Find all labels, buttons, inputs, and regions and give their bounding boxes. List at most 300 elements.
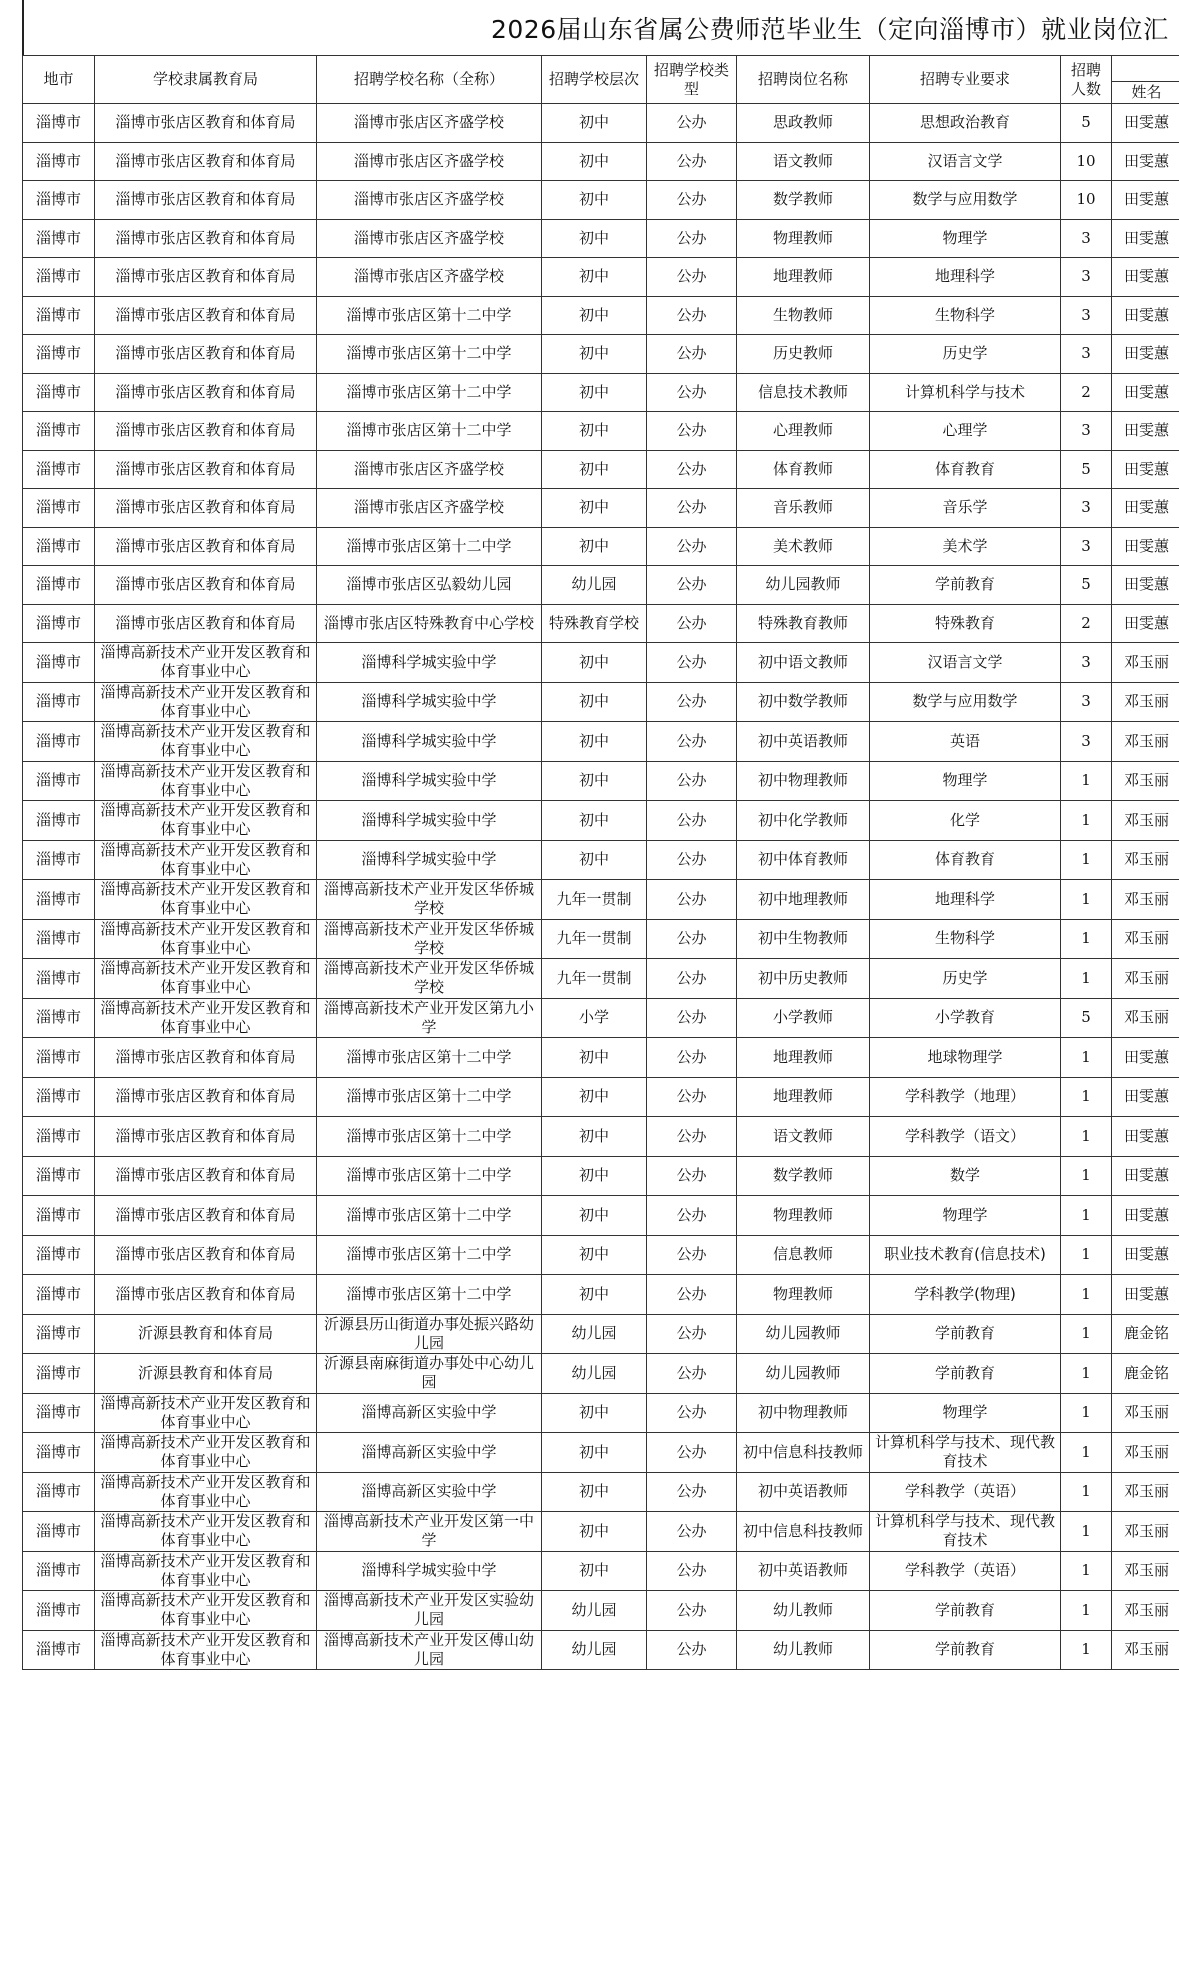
cell-name: 邓玉丽 xyxy=(1112,1630,1179,1670)
cell-post: 历史教师 xyxy=(737,335,870,374)
cell-count: 1 xyxy=(1061,761,1112,801)
cell-school: 淄博市张店区第十二中学 xyxy=(317,1235,542,1275)
cell-name: 田雯蕙 xyxy=(1112,1275,1179,1315)
cell-count: 1 xyxy=(1061,1235,1112,1275)
cell-post: 幼儿园教师 xyxy=(737,566,870,605)
cell-school: 淄博市张店区齐盛学校 xyxy=(317,450,542,489)
cell-post: 初中英语教师 xyxy=(737,1551,870,1591)
cell-school: 淄博高新区实验中学 xyxy=(317,1393,542,1433)
table-row xyxy=(23,880,1179,920)
cell-bureau: 沂源县教育和体育局 xyxy=(95,1354,317,1394)
cell-count: 1 xyxy=(1061,1038,1112,1078)
cell-type: 公办 xyxy=(647,258,737,297)
cell-level: 九年一贯制 xyxy=(542,919,647,959)
cell-type: 公办 xyxy=(647,1630,737,1670)
cell-bureau: 淄博市张店区教育和体育局 xyxy=(95,1275,317,1315)
cell-city: 淄博市 xyxy=(23,682,95,722)
cell-name: 邓玉丽 xyxy=(1112,643,1179,683)
cell-name: 邓玉丽 xyxy=(1112,801,1179,841)
cell-major: 思想政治教育 xyxy=(870,104,1061,143)
cell-bureau: 淄博高新技术产业开发区教育和体育事业中心 xyxy=(95,959,317,999)
cell-name: 田雯蕙 xyxy=(1112,527,1179,566)
cell-major: 物理学 xyxy=(870,1196,1061,1236)
cell-school: 淄博市张店区齐盛学校 xyxy=(317,489,542,528)
cell-bureau: 淄博高新技术产业开发区教育和体育事业中心 xyxy=(95,643,317,683)
cell-city: 淄博市 xyxy=(23,412,95,451)
table-row xyxy=(23,643,1179,683)
table-row xyxy=(23,1472,1179,1512)
cell-school: 淄博市张店区齐盛学校 xyxy=(317,181,542,220)
cell-level: 初中 xyxy=(542,335,647,374)
cell-post: 信息技术教师 xyxy=(737,373,870,412)
cell-post: 幼儿教师 xyxy=(737,1591,870,1631)
cell-count: 1 xyxy=(1061,880,1112,920)
cell-count: 1 xyxy=(1061,1472,1112,1512)
cell-city: 淄博市 xyxy=(23,801,95,841)
cell-post: 初中生物教师 xyxy=(737,919,870,959)
cell-school: 淄博市张店区第十二中学 xyxy=(317,1077,542,1117)
cell-major: 学科教学(物理) xyxy=(870,1275,1061,1315)
cell-city: 淄博市 xyxy=(23,959,95,999)
table-row xyxy=(23,335,1179,374)
cell-type: 公办 xyxy=(647,1038,737,1078)
cell-count: 1 xyxy=(1061,1393,1112,1433)
cell-count: 3 xyxy=(1061,219,1112,258)
cell-type: 公办 xyxy=(647,566,737,605)
cell-type: 公办 xyxy=(647,1077,737,1117)
cell-count: 1 xyxy=(1061,1196,1112,1236)
cell-school: 淄博高新技术产业开发区华侨城学校 xyxy=(317,919,542,959)
cell-city: 淄博市 xyxy=(23,142,95,181)
cell-bureau: 淄博高新技术产业开发区教育和体育事业中心 xyxy=(95,1630,317,1670)
header-city: 地市 xyxy=(23,56,95,104)
table-row xyxy=(23,142,1179,181)
cell-type: 公办 xyxy=(647,761,737,801)
cell-level: 初中 xyxy=(542,1433,647,1473)
cell-type: 公办 xyxy=(647,998,737,1038)
cell-city: 淄博市 xyxy=(23,1314,95,1354)
cell-type: 公办 xyxy=(647,373,737,412)
jobs-table xyxy=(22,55,1179,1670)
cell-count: 1 xyxy=(1061,840,1112,880)
header-type: 招聘学校类型 xyxy=(647,56,737,104)
cell-post: 初中历史教师 xyxy=(737,959,870,999)
cell-count: 3 xyxy=(1061,335,1112,374)
cell-name: 田雯蕙 xyxy=(1112,296,1179,335)
cell-post: 数学教师 xyxy=(737,1156,870,1196)
cell-school: 淄博高新技术产业开发区第一中学 xyxy=(317,1512,542,1552)
cell-post: 地理教师 xyxy=(737,1038,870,1078)
cell-city: 淄博市 xyxy=(23,1235,95,1275)
table-row xyxy=(23,1551,1179,1591)
cell-level: 初中 xyxy=(542,1077,647,1117)
cell-major: 历史学 xyxy=(870,959,1061,999)
cell-major: 物理学 xyxy=(870,219,1061,258)
cell-major: 学科教学（英语） xyxy=(870,1551,1061,1591)
cell-city: 淄博市 xyxy=(23,489,95,528)
cell-type: 公办 xyxy=(647,722,737,762)
cell-post: 初中英语教师 xyxy=(737,1472,870,1512)
cell-school: 淄博市张店区第十二中学 xyxy=(317,1156,542,1196)
cell-name: 田雯蕙 xyxy=(1112,258,1179,297)
cell-count: 1 xyxy=(1061,1512,1112,1552)
cell-level: 初中 xyxy=(542,450,647,489)
cell-major: 地球物理学 xyxy=(870,1038,1061,1078)
cell-name: 邓玉丽 xyxy=(1112,840,1179,880)
cell-city: 淄博市 xyxy=(23,840,95,880)
cell-name: 田雯蕙 xyxy=(1112,104,1179,143)
cell-major: 数学与应用数学 xyxy=(870,181,1061,220)
cell-major: 化学 xyxy=(870,801,1061,841)
cell-count: 10 xyxy=(1061,142,1112,181)
cell-name: 邓玉丽 xyxy=(1112,682,1179,722)
cell-type: 公办 xyxy=(647,219,737,258)
table-row xyxy=(23,1354,1179,1394)
cell-bureau: 淄博市张店区教育和体育局 xyxy=(95,335,317,374)
cell-count: 1 xyxy=(1061,1275,1112,1315)
cell-name: 鹿金铭 xyxy=(1112,1314,1179,1354)
cell-major: 学前教育 xyxy=(870,1630,1061,1670)
cell-city: 淄博市 xyxy=(23,1472,95,1512)
cell-school: 淄博市张店区第十二中学 xyxy=(317,1038,542,1078)
table-row xyxy=(23,450,1179,489)
cell-major: 心理学 xyxy=(870,412,1061,451)
cell-level: 初中 xyxy=(542,1235,647,1275)
cell-school: 淄博市张店区特殊教育中心学校 xyxy=(317,604,542,643)
cell-post: 心理教师 xyxy=(737,412,870,451)
cell-bureau: 淄博高新技术产业开发区教育和体育事业中心 xyxy=(95,919,317,959)
header-level: 招聘学校层次 xyxy=(542,56,647,104)
cell-school: 淄博高新技术产业开发区第九小学 xyxy=(317,998,542,1038)
cell-city: 淄博市 xyxy=(23,1196,95,1236)
cell-city: 淄博市 xyxy=(23,761,95,801)
cell-city: 淄博市 xyxy=(23,1038,95,1078)
cell-school: 淄博高新技术产业开发区华侨城学校 xyxy=(317,959,542,999)
cell-type: 公办 xyxy=(647,489,737,528)
cell-major: 英语 xyxy=(870,722,1061,762)
cell-post: 数学教师 xyxy=(737,181,870,220)
header-count: 招聘人数 xyxy=(1061,56,1112,104)
cell-school: 沂源县南麻街道办事处中心幼儿园 xyxy=(317,1354,542,1394)
cell-type: 公办 xyxy=(647,1354,737,1394)
cell-school: 淄博高新技术产业开发区华侨城学校 xyxy=(317,880,542,920)
page-title: 2026届山东省属公费师范毕业生（定向淄博市）就业岗位汇 xyxy=(491,15,1169,44)
cell-major: 学前教育 xyxy=(870,1314,1061,1354)
cell-name: 邓玉丽 xyxy=(1112,722,1179,762)
cell-bureau: 淄博市张店区教育和体育局 xyxy=(95,604,317,643)
table-row xyxy=(23,566,1179,605)
cell-major: 生物科学 xyxy=(870,919,1061,959)
cell-school: 淄博市张店区齐盛学校 xyxy=(317,142,542,181)
cell-count: 2 xyxy=(1061,604,1112,643)
cell-post: 特殊教育教师 xyxy=(737,604,870,643)
cell-city: 淄博市 xyxy=(23,1354,95,1394)
cell-level: 初中 xyxy=(542,801,647,841)
cell-major: 汉语言文学 xyxy=(870,142,1061,181)
cell-level: 幼儿园 xyxy=(542,1354,647,1394)
table-row xyxy=(23,1077,1179,1117)
cell-major: 数学与应用数学 xyxy=(870,682,1061,722)
table-row xyxy=(23,919,1179,959)
cell-city: 淄博市 xyxy=(23,1275,95,1315)
cell-school: 沂源县历山街道办事处振兴路幼儿园 xyxy=(317,1314,542,1354)
cell-major: 体育教育 xyxy=(870,450,1061,489)
cell-level: 初中 xyxy=(542,142,647,181)
cell-level: 九年一贯制 xyxy=(542,959,647,999)
cell-major: 物理学 xyxy=(870,1393,1061,1433)
cell-name: 田雯蕙 xyxy=(1112,1196,1179,1236)
cell-city: 淄博市 xyxy=(23,527,95,566)
cell-level: 九年一贯制 xyxy=(542,880,647,920)
cell-count: 1 xyxy=(1061,1354,1112,1394)
table-row xyxy=(23,219,1179,258)
cell-bureau: 淄博高新技术产业开发区教育和体育事业中心 xyxy=(95,1512,317,1552)
cell-bureau: 淄博高新技术产业开发区教育和体育事业中心 xyxy=(95,1433,317,1473)
cell-post: 初中数学教师 xyxy=(737,682,870,722)
cell-name: 田雯蕙 xyxy=(1112,1235,1179,1275)
cell-bureau: 淄博市张店区教育和体育局 xyxy=(95,219,317,258)
cell-post: 初中信息科技教师 xyxy=(737,1433,870,1473)
cell-school: 淄博科学城实验中学 xyxy=(317,801,542,841)
cell-city: 淄博市 xyxy=(23,1512,95,1552)
cell-major: 学前教育 xyxy=(870,1354,1061,1394)
cell-major: 学科教学（英语） xyxy=(870,1472,1061,1512)
table-row xyxy=(23,722,1179,762)
cell-major: 生物科学 xyxy=(870,296,1061,335)
cell-major: 小学教育 xyxy=(870,998,1061,1038)
cell-type: 公办 xyxy=(647,840,737,880)
cell-level: 初中 xyxy=(542,296,647,335)
cell-bureau: 淄博高新技术产业开发区教育和体育事业中心 xyxy=(95,880,317,920)
cell-count: 5 xyxy=(1061,566,1112,605)
cell-count: 3 xyxy=(1061,682,1112,722)
cell-type: 公办 xyxy=(647,142,737,181)
cell-name: 邓玉丽 xyxy=(1112,1591,1179,1631)
cell-level: 初中 xyxy=(542,1472,647,1512)
table-row xyxy=(23,1433,1179,1473)
header-post: 招聘岗位名称 xyxy=(737,56,870,104)
cell-city: 淄博市 xyxy=(23,1393,95,1433)
cell-bureau: 淄博高新技术产业开发区教育和体育事业中心 xyxy=(95,1393,317,1433)
cell-level: 初中 xyxy=(542,1196,647,1236)
cell-post: 思政教师 xyxy=(737,104,870,143)
cell-school: 淄博市张店区第十二中学 xyxy=(317,373,542,412)
cell-bureau: 淄博市张店区教育和体育局 xyxy=(95,373,317,412)
cell-level: 初中 xyxy=(542,840,647,880)
cell-bureau: 淄博市张店区教育和体育局 xyxy=(95,258,317,297)
cell-name: 邓玉丽 xyxy=(1112,1512,1179,1552)
cell-type: 公办 xyxy=(647,1196,737,1236)
cell-level: 初中 xyxy=(542,412,647,451)
cell-post: 体育教师 xyxy=(737,450,870,489)
cell-count: 1 xyxy=(1061,801,1112,841)
cell-count: 2 xyxy=(1061,373,1112,412)
cell-city: 淄博市 xyxy=(23,1156,95,1196)
cell-major: 物理学 xyxy=(870,761,1061,801)
cell-city: 淄博市 xyxy=(23,604,95,643)
cell-school: 淄博市张店区齐盛学校 xyxy=(317,219,542,258)
cell-type: 公办 xyxy=(647,1235,737,1275)
cell-post: 初中信息科技教师 xyxy=(737,1512,870,1552)
table-body xyxy=(23,104,1179,1670)
cell-city: 淄博市 xyxy=(23,1117,95,1157)
header-contact-group xyxy=(1112,56,1179,82)
cell-type: 公办 xyxy=(647,1472,737,1512)
table-row xyxy=(23,181,1179,220)
cell-post: 物理教师 xyxy=(737,219,870,258)
cell-post: 幼儿教师 xyxy=(737,1630,870,1670)
cell-major: 汉语言文学 xyxy=(870,643,1061,683)
cell-school: 淄博科学城实验中学 xyxy=(317,1551,542,1591)
cell-city: 淄博市 xyxy=(23,335,95,374)
cell-city: 淄博市 xyxy=(23,643,95,683)
cell-level: 初中 xyxy=(542,1275,647,1315)
cell-level: 初中 xyxy=(542,1393,647,1433)
cell-post: 幼儿园教师 xyxy=(737,1354,870,1394)
cell-post: 物理教师 xyxy=(737,1275,870,1315)
table-row xyxy=(23,959,1179,999)
cell-name: 鹿金铭 xyxy=(1112,1354,1179,1394)
cell-count: 10 xyxy=(1061,181,1112,220)
cell-bureau: 淄博高新技术产业开发区教育和体育事业中心 xyxy=(95,1472,317,1512)
cell-level: 初中 xyxy=(542,527,647,566)
cell-count: 3 xyxy=(1061,412,1112,451)
table-row xyxy=(23,1038,1179,1078)
cell-name: 田雯蕙 xyxy=(1112,1156,1179,1196)
cell-bureau: 淄博高新技术产业开发区教育和体育事业中心 xyxy=(95,840,317,880)
cell-count: 1 xyxy=(1061,959,1112,999)
cell-bureau: 淄博市张店区教育和体育局 xyxy=(95,489,317,528)
spreadsheet xyxy=(22,0,1179,1976)
table-row xyxy=(23,1235,1179,1275)
title-row xyxy=(22,0,1179,56)
cell-city: 淄博市 xyxy=(23,880,95,920)
cell-school: 淄博高新技术产业开发区实验幼儿园 xyxy=(317,1591,542,1631)
cell-post: 幼儿园教师 xyxy=(737,1314,870,1354)
cell-city: 淄博市 xyxy=(23,919,95,959)
cell-post: 音乐教师 xyxy=(737,489,870,528)
cell-name: 邓玉丽 xyxy=(1112,1433,1179,1473)
cell-major: 历史学 xyxy=(870,335,1061,374)
cell-name: 田雯蕙 xyxy=(1112,219,1179,258)
table-row xyxy=(23,489,1179,528)
cell-count: 1 xyxy=(1061,1630,1112,1670)
cell-count: 3 xyxy=(1061,296,1112,335)
cell-school: 淄博市张店区第十二中学 xyxy=(317,1196,542,1236)
cell-count: 5 xyxy=(1061,450,1112,489)
table-row xyxy=(23,761,1179,801)
cell-level: 幼儿园 xyxy=(542,1314,647,1354)
cell-name: 田雯蕙 xyxy=(1112,566,1179,605)
cell-level: 幼儿园 xyxy=(542,1591,647,1631)
table-row xyxy=(23,412,1179,451)
cell-post: 初中物理教师 xyxy=(737,1393,870,1433)
cell-city: 淄博市 xyxy=(23,181,95,220)
cell-post: 语文教师 xyxy=(737,1117,870,1157)
cell-post: 生物教师 xyxy=(737,296,870,335)
cell-level: 特殊教育学校 xyxy=(542,604,647,643)
cell-bureau: 淄博市张店区教育和体育局 xyxy=(95,296,317,335)
cell-post: 信息教师 xyxy=(737,1235,870,1275)
cell-name: 邓玉丽 xyxy=(1112,1472,1179,1512)
cell-major: 地理科学 xyxy=(870,258,1061,297)
cell-major: 美术学 xyxy=(870,527,1061,566)
cell-bureau: 淄博市张店区教育和体育局 xyxy=(95,527,317,566)
cell-bureau: 淄博市张店区教育和体育局 xyxy=(95,566,317,605)
cell-level: 初中 xyxy=(542,181,647,220)
table-row xyxy=(23,1156,1179,1196)
cell-school: 淄博市张店区第十二中学 xyxy=(317,1275,542,1315)
cell-city: 淄博市 xyxy=(23,296,95,335)
cell-level: 初中 xyxy=(542,1156,647,1196)
cell-city: 淄博市 xyxy=(23,450,95,489)
cell-count: 1 xyxy=(1061,919,1112,959)
cell-name: 邓玉丽 xyxy=(1112,761,1179,801)
cell-type: 公办 xyxy=(647,527,737,566)
cell-level: 初中 xyxy=(542,1117,647,1157)
cell-school: 淄博高新区实验中学 xyxy=(317,1433,542,1473)
cell-major: 职业技术教育(信息技术) xyxy=(870,1235,1061,1275)
table-row xyxy=(23,801,1179,841)
cell-type: 公办 xyxy=(647,335,737,374)
cell-bureau: 淄博高新技术产业开发区教育和体育事业中心 xyxy=(95,1591,317,1631)
cell-name: 田雯蕙 xyxy=(1112,142,1179,181)
header-name: 姓名 xyxy=(1112,82,1179,104)
cell-name: 田雯蕙 xyxy=(1112,1077,1179,1117)
table-row xyxy=(23,104,1179,143)
cell-type: 公办 xyxy=(647,643,737,683)
cell-school: 淄博市张店区齐盛学校 xyxy=(317,104,542,143)
cell-count: 1 xyxy=(1061,1314,1112,1354)
table-row xyxy=(23,258,1179,297)
cell-school: 淄博市张店区齐盛学校 xyxy=(317,258,542,297)
cell-major: 计算机科学与技术 xyxy=(870,373,1061,412)
cell-name: 田雯蕙 xyxy=(1112,1038,1179,1078)
table-row xyxy=(23,373,1179,412)
cell-level: 初中 xyxy=(542,1512,647,1552)
header-major: 招聘专业要求 xyxy=(870,56,1061,104)
cell-post: 地理教师 xyxy=(737,258,870,297)
cell-bureau: 淄博市张店区教育和体育局 xyxy=(95,450,317,489)
cell-bureau: 淄博市张店区教育和体育局 xyxy=(95,181,317,220)
cell-city: 淄博市 xyxy=(23,1630,95,1670)
cell-count: 1 xyxy=(1061,1551,1112,1591)
cell-type: 公办 xyxy=(647,919,737,959)
table-row xyxy=(23,1393,1179,1433)
cell-bureau: 淄博高新技术产业开发区教育和体育事业中心 xyxy=(95,761,317,801)
cell-post: 初中体育教师 xyxy=(737,840,870,880)
cell-bureau: 淄博高新技术产业开发区教育和体育事业中心 xyxy=(95,682,317,722)
table-row xyxy=(23,1314,1179,1354)
table-row xyxy=(23,296,1179,335)
cell-level: 初中 xyxy=(542,104,647,143)
cell-bureau: 淄博市张店区教育和体育局 xyxy=(95,1117,317,1157)
cell-bureau: 淄博市张店区教育和体育局 xyxy=(95,142,317,181)
cell-post: 初中英语教师 xyxy=(737,722,870,762)
cell-post: 小学教师 xyxy=(737,998,870,1038)
cell-bureau: 淄博市张店区教育和体育局 xyxy=(95,1077,317,1117)
cell-city: 淄博市 xyxy=(23,998,95,1038)
cell-bureau: 淄博高新技术产业开发区教育和体育事业中心 xyxy=(95,998,317,1038)
cell-major: 学科教学（地理） xyxy=(870,1077,1061,1117)
cell-post: 语文教师 xyxy=(737,142,870,181)
cell-school: 淄博高新区实验中学 xyxy=(317,1472,542,1512)
cell-level: 小学 xyxy=(542,998,647,1038)
cell-name: 田雯蕙 xyxy=(1112,450,1179,489)
cell-city: 淄博市 xyxy=(23,373,95,412)
cell-school: 淄博市张店区第十二中学 xyxy=(317,335,542,374)
cell-city: 淄博市 xyxy=(23,1433,95,1473)
